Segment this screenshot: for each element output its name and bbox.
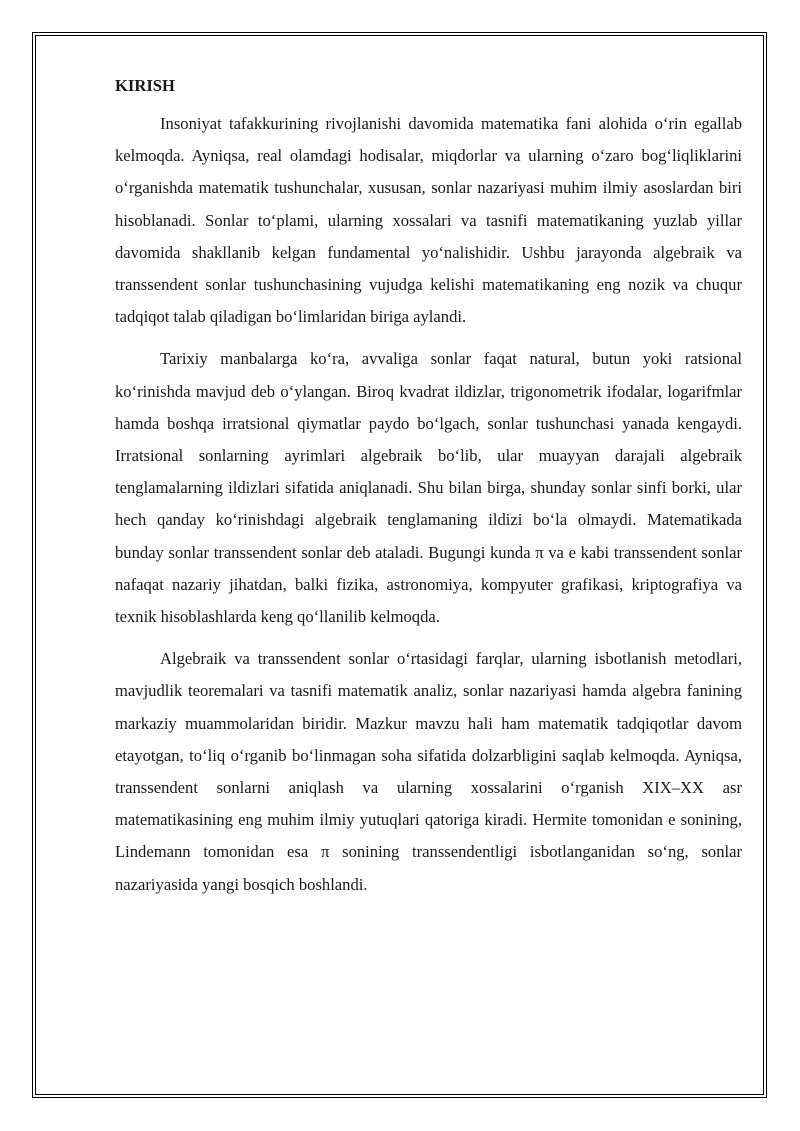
- paragraph-3: Algebraik va transsendent sonlar o‘rtasidagi farqlar, ularning isbotlanish metodlari, mavjudlik teoremalari va tasnifi matematik analiz, sonlar nazariyasi hamda algebra fanining markaziy muammolaridan biridir. Mazkur mavzu hali ham matematik tadqiqotlar davom etayotgan, to‘liq o‘rganib bo‘linmagan soha sifatida dolzarbligini saqlab kelmoqda. Ayniqsa, transsendent sonlarni aniqlash va ularning xossalarini o‘rganish XIX–XX asr matematikasining eng muhim ilmiy yutuqlari qatoriga kiradi. Hermite tomonidan e sonining, Lindemann tomonidan esa π sonining transsendentligi isbotlanganidan so‘ng, sonlar nazariyasida yangi bosqich boshlandi.: [115, 649, 742, 894]
- paragraph-1: Insoniyat tafakkurining rivojlanishi davomida matematika fani alohida o‘rin egallab kelmoqda. Ayniqsa, real olamdagi hodisalar, miqdorlar va ularning o‘zaro bog‘liqliklarini o‘rganishda matematik tushunchalar, xususan, sonlar nazariyasi muhim ilmiy asoslardan biri hisoblanadi. Sonlar to‘plami, ularning xossalari va tasnifi matematikaning yuzlab yillar davomida shakllanib kelgan fundamental yo‘nalishidir. Ushbu jarayonda algebraik va transsendent sonlar tushunchasining vujudga kelishi matematikaning eng nozik va chuqur tadqiqot talab qiladigan bo‘limlaridan biriga aylandi.: [115, 114, 742, 327]
- document-body: [115, 74, 742, 911]
- section-heading: KIRISH: [115, 76, 175, 95]
- paragraph-2: Tarixiy manbalarga ko‘ra, avvaliga sonlar faqat natural, butun yoki ratsional ko‘rinishda mavjud deb o‘ylangan. Biroq kvadrat ildizlar, trigonometrik ifodalar, logarifmlar hamda boshqa irratsional qiymatlar paydo bo‘lgach, sonlar tushunchasi yanada kengaydi. Irratsional sonlarning ayrimlari algebraik bo‘lib, ular muayyan darajali algebraik tenglamalarning ildizlari sifatida aniqlanadi. Shu bilan birga, shunday sonlar sinfi borki, ular hech qanday ko‘rinishdagi algebraik tenglamaning ildizi bo‘la olmaydi. Matematikada bunday sonlar transsendent sonlar deb ataladi. Bugungi kunda π va e kabi transsendent sonlar nafaqat nazariy jihatdan, balki fizika, astronomiya, kompyuter grafikasi, kriptografiya va texnik hisoblashlarda keng qo‘llanilib kelmoqda.: [115, 349, 742, 627]
